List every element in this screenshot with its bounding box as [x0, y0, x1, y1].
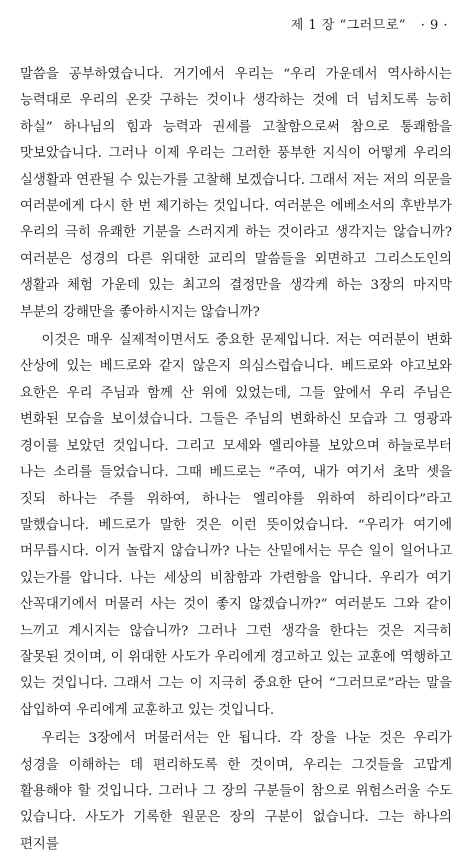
page-number: · 9 · [420, 18, 448, 33]
body-text [20, 62, 452, 860]
running-header [291, 14, 448, 33]
paragraph: 이것은 매우 실제적이면서도 중요한 문제입니다. 저는 여러분이 변화 산상에 있는 베드로와 같지 않은지 의심스럽습니다. 베드로와 야고보와 요한은 우리 주님과 함께 산 위에 있었는데, 그들 앞에서 우리 주님은 변화된 모습을 보이셨습니다. 그들은 주님의 변화하신 모습과 그 영광과 경이를 보았던 것입니다. 그리고 모세와 엘리야를 보았으며 하늘로부터 나는 소리를 들었습니다. 그때 베드로는 “주여, 내가 여기서 초막 셋을 짓되 하나는 주를 위하여, 하나는 엘리야를 위하여 하리이다”라고 말했습니다. 베드로가 말한 것은 이런 뜻이었습니다. “우리가 여기에 머무릅시다. 이거 놀랍지 않습니까? 나는 산밑에서는 무슨 일이 일어나고 있는가를 압니다. 나는 세상의 비참함과 가련함을 압니다. 우리가 여기 산꼭대기에서 머물러 사는 것이 좋지 않겠습니까?” 여러분도 그와 같이 느끼고 계시지는 않습니까? 그러나 그런 생각을 한다는 것은 지극히 잘못된 것이며, 이 위대한 사도가 우리에게 경고하고 있는 교훈에 역행하고 있는 것입니다. 그래서 그는 이 지극히 중요한 단어 “그러므로”라는 말을 삽입하여 우리에게 교훈하고 있는 것입니다. [20, 333, 452, 718]
chapter-title: “그러므로” [339, 18, 407, 33]
paragraph: 우리는 3장에서 머물러서는 안 됩니다. 각 장을 나눈 것은 우리가 성경을 이해하는 데 편리하도록 한 것이며, 우리는 그것들을 고맙게 활용해야 할 것입니다. 그러나 그 장의 구분들이 참으로 위험스러울 수도 있습니다. 사도가 기록한 원문은 장의 구분이 없습니다. 그는 하나의 편지를 [20, 731, 452, 852]
paragraph: 말씀을 공부하였습니다. 거기에서 우리는 “우리 가운데서 역사하시는 능력대로 우리의 온갖 구하는 것이나 생각하는 것에 더 넘치도록 능히 하실” 하나님의 힘과 능력과 권세를 고찰함으로써 참으로 통쾌함을 맛보았습니다. 그러나 이제 우리는 그러한 풍부한 지식이 어떻게 우리의 실생활과 연관될 수 있는가를 고찰해 보겠습니다. 그래서 저는 저의 의문을 여러분에게 다시 한 번 제기하는 것입니다. 여러분은 에베소서의 후반부가 우리의 극히 유쾌한 기분을 스러지게 하는 것이라고 생각지는 않습니까? 여러분은 성경의 다른 위대한 교리의 말씀들을 외면하고 그리스도인의 생활과 체험 가운데 있는 최고의 결정만을 생각케 하는 3장의 마지막 부분의 강해만을 좋아하시지는 않습니까? [20, 67, 452, 320]
chapter-label: 제 1 장 [290, 18, 335, 33]
